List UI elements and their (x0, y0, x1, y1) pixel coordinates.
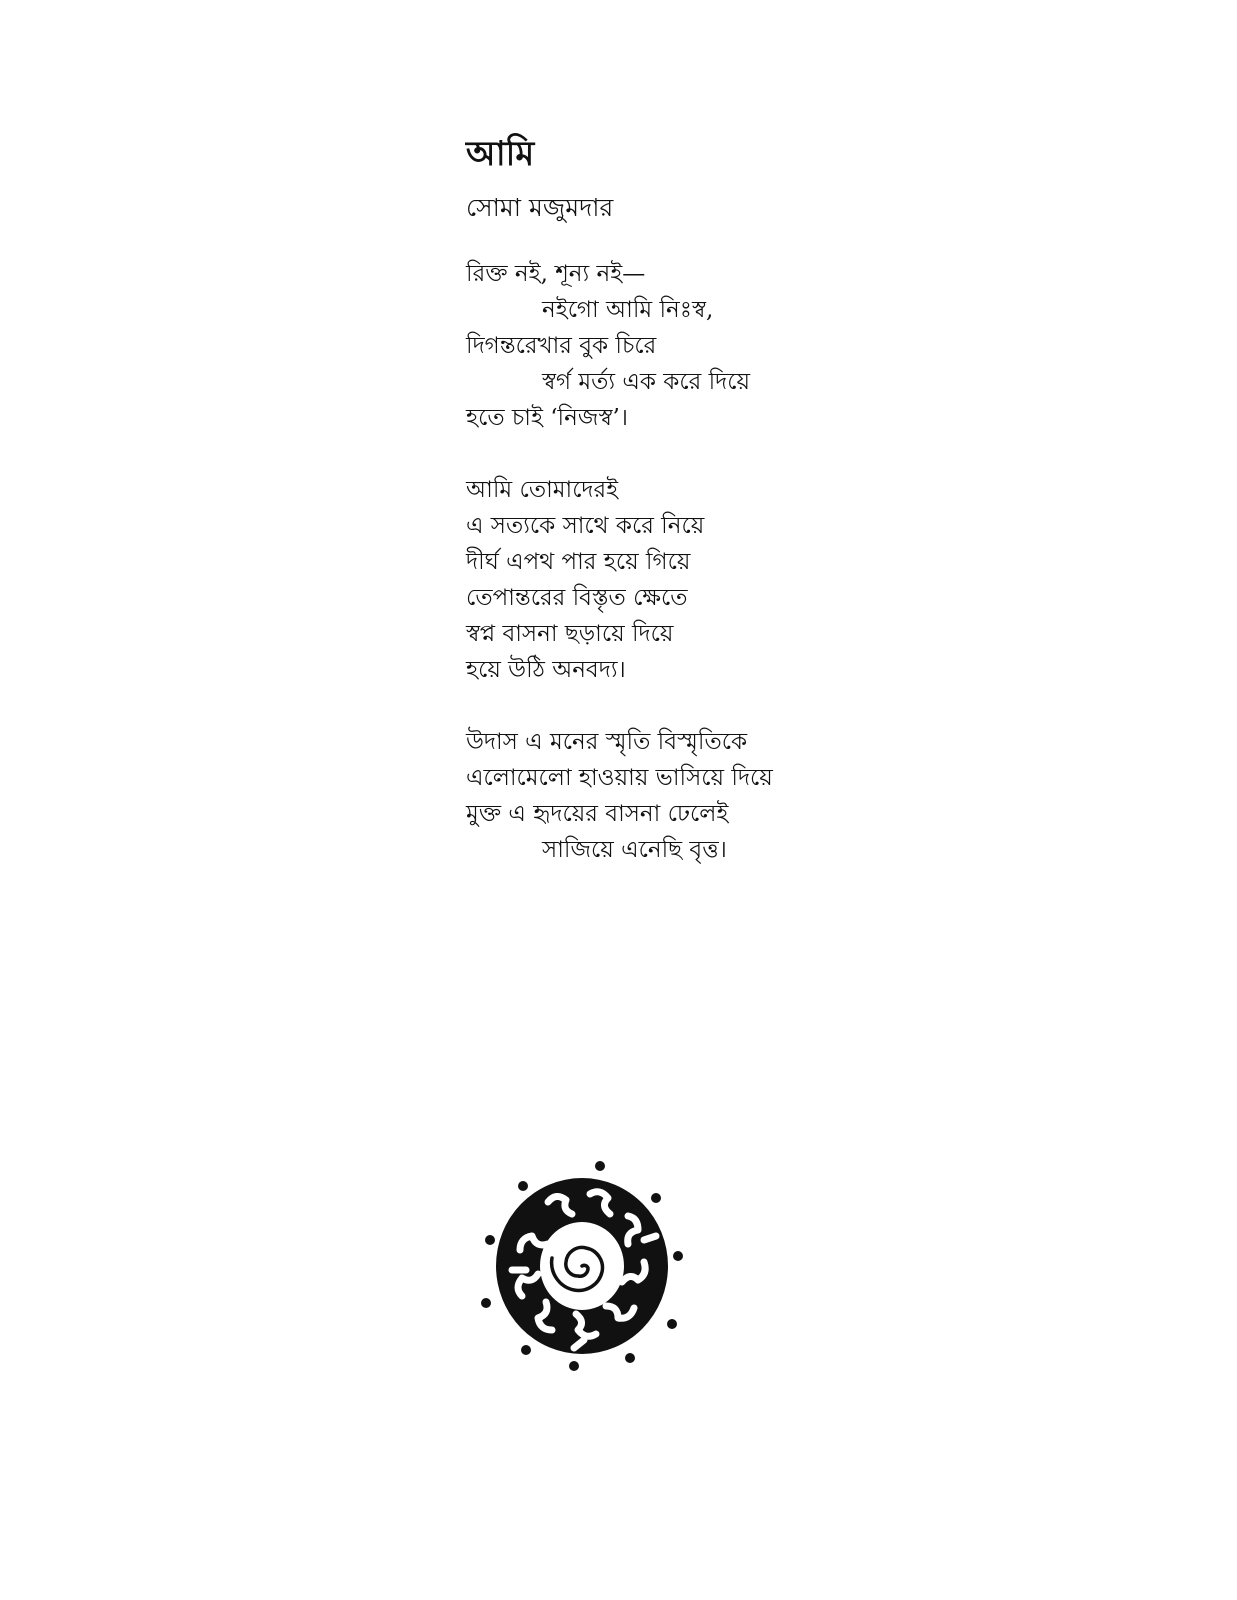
poem-line: উদাস এ মনের স্মৃতি বিস্মৃতিকে (466, 729, 748, 755)
poem-line: এলোমেলো হাওয়ায় ভাসিয়ে দিয়ে (466, 765, 773, 791)
poem-line: মুক্ত এ হৃদয়ের বাসনা ঢেলেই (466, 801, 729, 827)
poem-line: রিক্ত নই, শূন্য নই— (466, 261, 646, 287)
poem-line: হতে চাই ‘নিজস্ব’। (466, 405, 628, 431)
poem-line: নইগো আমি নিঃস্ব, (542, 297, 714, 323)
stanza (466, 472, 946, 688)
poem-line: তেপান্তরের বিস্তৃত ক্ষেতে (466, 585, 688, 611)
poem-line: স্বর্গ মর্ত্য এক করে দিয়ে (542, 369, 751, 395)
spiral-sun-ornament-icon (478, 1158, 688, 1373)
poem-line: সাজিয়ে এনেছি বৃত্ত। (542, 837, 727, 863)
poem-author: সোমা মজুমদার (466, 193, 614, 222)
poem-line: দিগন্তরেখার বুক চিরে (466, 333, 657, 359)
poem-title: আমি (466, 134, 535, 174)
poem-line: হয়ে উঠি অনবদ্য। (466, 657, 626, 683)
poem-line: স্বপ্ন বাসনা ছড়ায়ে দিয়ে (466, 621, 674, 647)
stanza (466, 724, 946, 868)
stanza (466, 256, 946, 436)
poem-line: দীর্ঘ এপথ পার হয়ে গিয়ে (466, 549, 691, 575)
poem-line: এ সত্যকে সাথে করে নিয়ে (466, 513, 705, 539)
poem (466, 128, 946, 868)
poem-line: আমি তোমাদেরই (466, 477, 619, 503)
